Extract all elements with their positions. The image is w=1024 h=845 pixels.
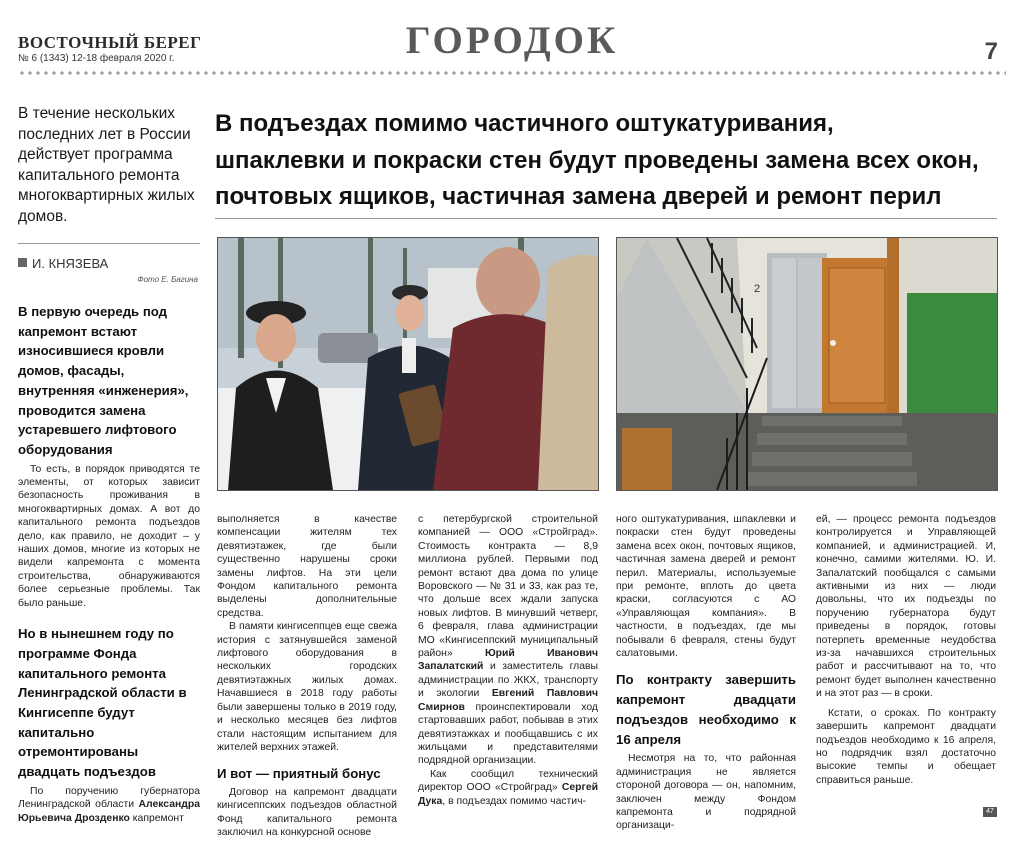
article-column-1 [217, 513, 397, 840]
left-para-2-text [18, 785, 200, 825]
col2-para-1-end: проинспектировали ход стартовавших работ, побывав в этих девятиэтажках и пообщавшись с их жильцами и представителями подрядной организации. [418, 701, 598, 767]
article-column-3 [616, 513, 796, 833]
byline-marker [18, 258, 27, 267]
col2-para-1-start: с петербургской строительной компанией — ООО «Стройград». Стоимость контракта — 8,9 миллиона рублей. Первыми под ремонт встают два дома по улице Воровского — № 31 и 33, как раз те, что дольше всех ждали запуска новых лифтов. В минувший четверг, 6 февраля, глава администрации МО «Кингисеппский муниципальный район» [418, 514, 598, 660]
col4-para-2: Кстати, о сроках. По контракту завершить капремонт двадцати подъездов необходимо к 16 апреля, но подрядчик взял достаточно высокие темпы и обещает справиться раньше. [816, 707, 996, 786]
article-column-4 [816, 513, 996, 787]
section-title: ГОРОДОК [405, 19, 619, 62]
headline-line-1: В подъездах помимо частичного оштукатуривания, [215, 110, 834, 137]
subhead-bonus: И вот — приятный бонус [217, 766, 381, 782]
subhead-this-year: Но в нынешнем году по программе Фонда капитального ремонта Ленинградской области в Кингисеппе будут капитально отремонтированы двадцать подъездов [18, 626, 187, 780]
left-para-2-start: По поручению губернатора Ленинградской области [18, 785, 200, 811]
col3-para-1: ного оштукатуривания, шпаклевки и покраски стен будут проведены замена всех окон, почтовых ящиков, частичная замена дверей и ремонт перил. Материалы, используемые при ремонте, вплоть до цвета краски, согласуются с АО «Управляющая компания». В частности, в подъездах, где мы побывали 6 февраля, стены будут салатовыми. [616, 514, 796, 660]
photo-credit: Фото Е. Багина [137, 275, 198, 284]
governor-name: Александра Юрьевича Дрозденко [18, 799, 200, 824]
headline-rule [215, 218, 997, 219]
col1-para-1: выполняется в качестве компенсации жителям тех девятиэтажек, где были существенно нарушены сроки замены лифтов. На эти цели Фондом капитального ремонта выделены дополнительные средства. [217, 514, 397, 619]
dotted-divider [18, 70, 1006, 76]
left-para-2-end: капремонт [129, 812, 184, 824]
end-marker-badge: 47 [983, 807, 997, 817]
photo-inspection-art [218, 238, 598, 490]
lead-paragraph: В течение нескольких последних лет в России действует программа капитального ремонта многоквартирных жилых домов. [18, 105, 195, 225]
col3-para-2: Несмотря на то, что районная администрация не является стороной договора — он, напомним, заключен между Фондом капремонта и подрядной организаци- [616, 753, 796, 832]
newspaper-name: ВОСТОЧНЫЙ БЕРЕГ [18, 33, 202, 52]
official-name-2: Евгений Павлович Смирнов [418, 688, 598, 713]
col1-para-2: В памяти кингисеппцев еще свежа история с затянувшейся заменой лифтового оборудования в нескольких городских девятиэтажных жилых домах. Начавшиеся в 2018 году работы были завершены только в 2019 году, и несколько месяцев без лифтов стали настоящим испытанием для жителей верхних этажей. [217, 621, 397, 753]
page-number: 7 [984, 38, 998, 65]
left-column [18, 302, 200, 825]
official-name-1: Юрий Иванович Запалатский [418, 648, 599, 673]
photo-stairwell [616, 237, 998, 491]
left-para-1 [18, 463, 200, 610]
author-name: И. КНЯЗЕВА [32, 256, 109, 271]
floor-number: 2 [754, 283, 761, 295]
left-para-2 [18, 785, 200, 825]
col2-para-1 [418, 513, 598, 768]
col2-para-2-start: Как сообщил технический директор ООО «Стройград» [418, 768, 598, 794]
headline-line-2: шпаклевки и покраски стен будут проведены замена всех окон, [215, 146, 979, 174]
left-para-1-text: То есть, в порядок приводятся те элементы, от которых зависит безопасность проживания в многоквартирных домах. А вот до капитального ремонта подъездов дело, как правило, не доходит – у наших домов, многие из которых не видели капремонта с момента строительства, обнаруживаются более серьезные проблемы. Так было раньше. [18, 463, 200, 609]
col2-para-2 [418, 768, 598, 808]
headline-line-3: почтовых ящиков, частичная замена дверей и ремонт перил [215, 183, 942, 210]
article-column-2 [418, 513, 598, 808]
photo-inspection [217, 237, 599, 491]
issue-date: № 6 (1343) 12-18 февраля 2020 г. [18, 53, 175, 64]
byline [18, 256, 203, 271]
article-headline [215, 106, 1015, 216]
col2-para-1-mid: и заместитель главы администрации по ЖКХ, транспорту и экологии [418, 661, 598, 700]
director-name: Сергей Дука [418, 782, 598, 807]
col1-para-3: Договор на капремонт двадцати кингисеппских подъездов областной Фонд капитального ремонта заключил на конкурсной основе [217, 787, 397, 839]
lead-rule [18, 243, 200, 244]
col4-para-1: ей, — процесс ремонта подъездов контролируется и Управляющей компанией, и администрацией. И, конечно, самими жителями. Ю. И. Запалатский пообщался с самыми активными из них — люди довольны, что их подъезды по поручению губернатора будут приведены в порядок, готовы потерпеть временные неудобства из-за начавшихся строительных работ и рассчитывают на то, что ремонт будет выполнен качественно и на этот раз — в сроки. [816, 514, 996, 700]
photo-stairwell-art [617, 238, 997, 490]
subhead-priority: В первую очередь под капремонт встают износившиеся кровли домов, фасады, внутренняя «инженерия», проводится замена устаревшего лифтового оборудования [18, 304, 189, 457]
subhead-deadline: По контракту завершить капремонт двадцати подъездов необходимо к 16 апреля [616, 672, 796, 747]
col2-para-2-end: , в подъездах помимо частич- [442, 795, 586, 807]
